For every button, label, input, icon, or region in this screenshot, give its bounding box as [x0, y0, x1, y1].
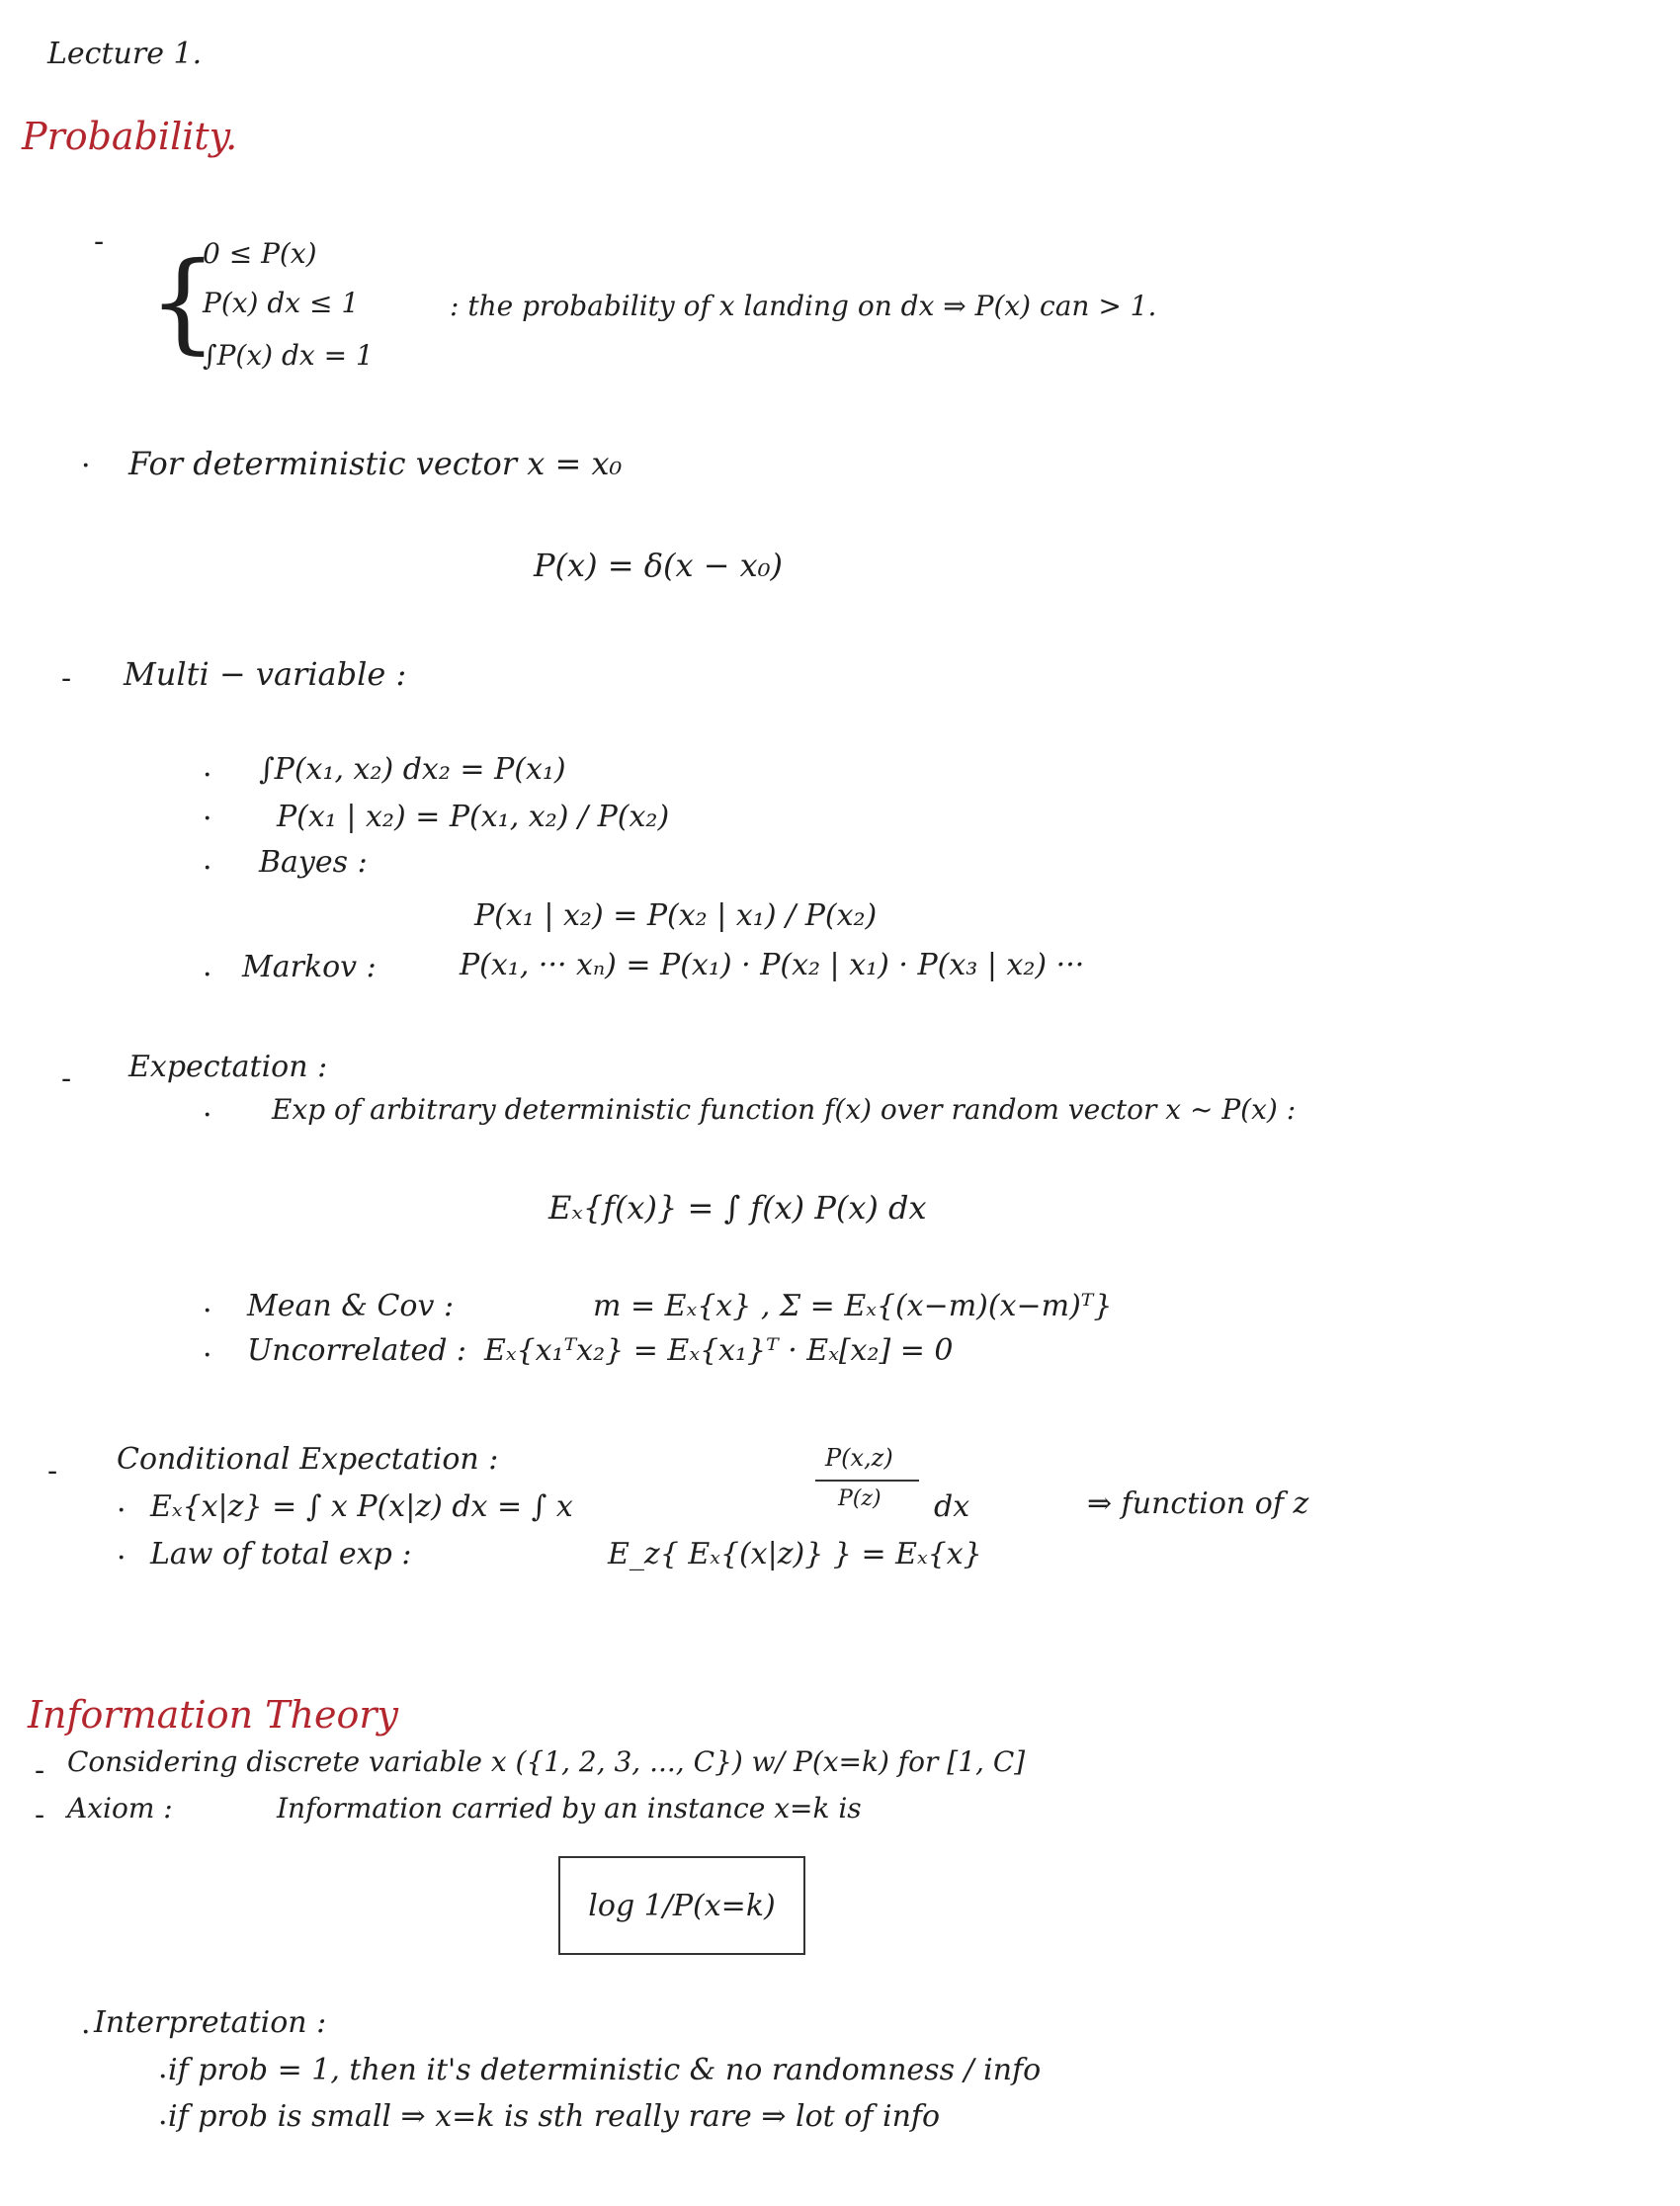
total-expectation-label: Law of total exp : — [150, 1537, 412, 1571]
bullet-dash: - — [35, 1753, 45, 1788]
bullet-dash: - — [94, 224, 105, 259]
bullet-dot: · — [203, 958, 212, 992]
markov-label: Markov : — [242, 950, 377, 984]
considering-text: Considering discrete variable x ({1, 2, 3, ..., C}) w/ P(x=k) for [1, C] — [67, 1745, 1026, 1778]
conditional-expectation-equation: Eₓ{x|z} = ∫ x P(x|z) dx = ∫ x — [150, 1489, 573, 1524]
deterministic-equation: P(x) = δ(x − x₀) — [534, 547, 784, 584]
prob-def-normalize: ∫P(x) dx = 1 — [203, 339, 374, 372]
prob-def-note: : the probability of x landing on dx ⇒ P(x) can > 1. — [450, 290, 1157, 322]
bullet-dot: · — [117, 1493, 126, 1528]
conditional-expectation-title: Conditional Expectation : — [117, 1442, 499, 1477]
interpretation-line-2: if prob is small ⇒ x=k is sth really rare ⇒ lot of info — [168, 2099, 941, 2134]
section-title-information-theory: Information Theory — [28, 1693, 398, 1737]
prob-def-nonneg: 0 ≤ P(x) — [203, 237, 317, 270]
bullet-dot: · — [203, 758, 212, 793]
information-formula-box — [558, 1856, 805, 1955]
bullet-dot: · — [203, 1294, 212, 1328]
fraction-bar — [815, 1480, 919, 1482]
uncorrelated-equation: Eₓ{x₁ᵀx₂} = Eₓ{x₁}ᵀ · Eₓ[x₂] = 0 — [484, 1333, 954, 1368]
expectation-title: Expectation : — [128, 1050, 328, 1084]
bullet-dot: · — [81, 2015, 91, 2050]
prob-def-density: P(x) dx ≤ 1 — [203, 287, 360, 319]
fraction-denominator: P(z) — [838, 1486, 882, 1511]
deterministic-label: For deterministic vector x = x₀ — [128, 445, 623, 482]
bullet-dot: · — [203, 802, 212, 836]
bullet-dot: · — [158, 2106, 168, 2141]
lecture-title: Lecture 1. — [47, 37, 203, 71]
bullet-dot: · — [203, 1338, 212, 1373]
conditional-result: ⇒ function of z — [1087, 1486, 1309, 1521]
bullet-dot: · — [81, 449, 91, 483]
multi-variable-title: Multi − variable : — [124, 655, 407, 693]
fraction-numerator: P(x,z) — [825, 1444, 893, 1472]
bullet-dot: · — [203, 1098, 212, 1133]
bullet-dash: - — [35, 1798, 45, 1832]
axiom-label: Axiom : — [67, 1792, 173, 1824]
bullet-dot: · — [158, 2060, 168, 2094]
section-title-probability: Probability. — [22, 115, 238, 158]
expectation-equation: Eₓ{f(x)} = ∫ f(x) P(x) dx — [548, 1189, 927, 1227]
bullet-dot: · — [117, 1541, 126, 1575]
bullet-dot: · — [203, 851, 212, 886]
bayes-equation: P(x₁ | x₂) = P(x₂ | x₁) / P(x₂) — [474, 898, 878, 933]
mean-cov-equation: m = Eₓ{x} , Σ = Eₓ{(x−m)(x−m)ᵀ} — [593, 1289, 1113, 1323]
uncorrelated-label: Uncorrelated : — [247, 1333, 467, 1368]
bullet-dash: - — [61, 1061, 72, 1096]
bullet-dash: - — [61, 661, 72, 696]
interpretation-title: Interpretation : — [94, 2005, 327, 2040]
information-formula: log 1/P(x=k) — [588, 1888, 776, 1923]
conditional-dx: dx — [934, 1489, 970, 1524]
markov-equation: P(x₁, ··· xₙ) = P(x₁) · P(x₂ | x₁) · P(x₃ | x₂) ··· — [460, 948, 1085, 982]
bullet-dash: - — [47, 1454, 58, 1488]
marginal-equation: ∫P(x₁, x₂) dx₂ = P(x₁) — [259, 752, 566, 787]
conditional-equation: P(x₁ | x₂) = P(x₁, x₂) / P(x₂) — [277, 800, 670, 834]
total-expectation-equation: E_z{ Eₓ{(x|z)} } = Eₓ{x} — [608, 1537, 982, 1571]
bayes-label: Bayes : — [259, 845, 368, 880]
expectation-description: Exp of arbitrary deterministic function f(x) over random vector x ~ P(x) : — [272, 1093, 1297, 1126]
left-brace: { — [148, 238, 217, 365]
axiom-text: Information carried by an instance x=k is — [277, 1792, 862, 1824]
interpretation-line-1: if prob = 1, then it's deterministic & no randomness / info — [168, 2053, 1042, 2087]
mean-cov-label: Mean & Cov : — [247, 1289, 455, 1323]
